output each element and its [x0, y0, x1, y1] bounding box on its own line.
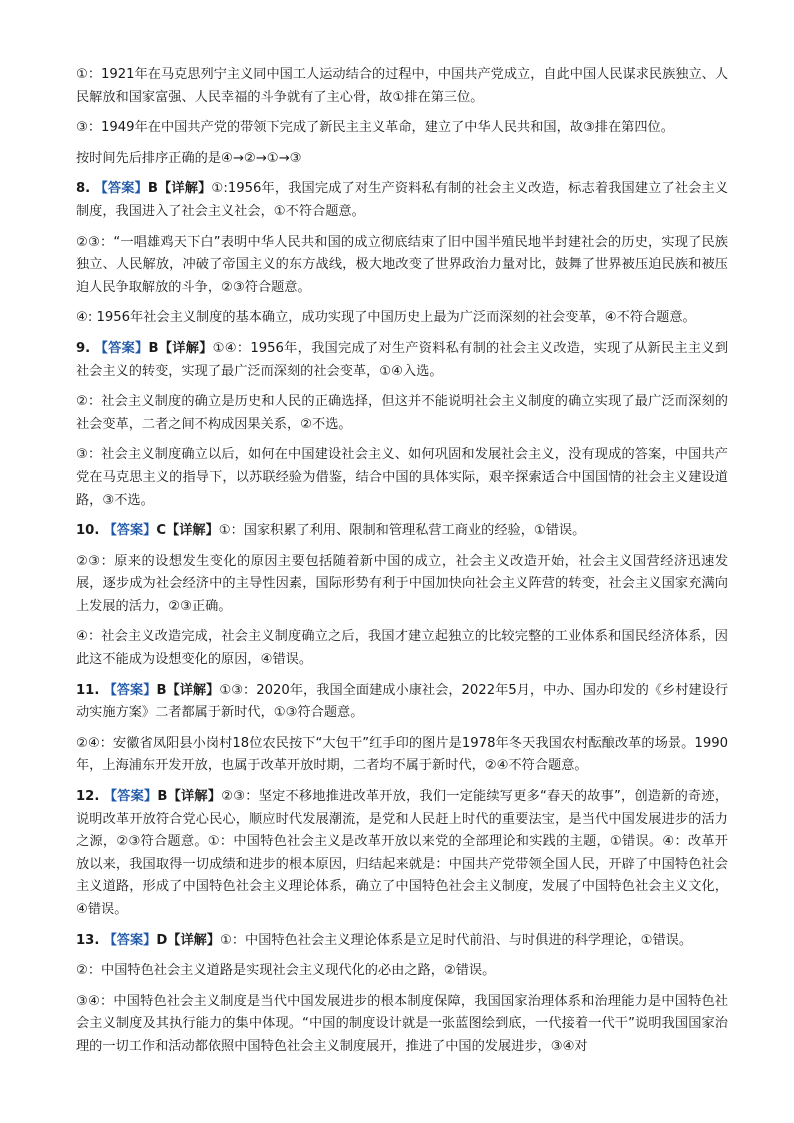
paragraph-text: ①：国家积累了利用、限制和管理私营工商业的经验，①错误。: [218, 523, 586, 539]
detail-tag: 【详解】: [166, 682, 220, 698]
paragraph-text: ①:1956年，我国完成了对生产资料私有制的社会主义改造，标志着我国建立了社会主义制度，我国进入了社会主义社会，①不符合题意。: [76, 181, 729, 219]
paragraph-10-3: [76, 626, 728, 671]
paragraph-text: ②④：安徽省凤阳县小岗村18位农民按下“大包干”红手印的图片是1978年冬天我国农村酝酿改革的场景。1990年，上海浦东开发开放，也属于改革开放时期，二者均不属于新时代，②④不符合题意。: [76, 735, 728, 774]
question-number: 12.: [76, 789, 100, 805]
answer-tag: 【答案】: [103, 789, 158, 805]
paragraph-text: ①：1921年在马克思列宁主义同中国工人运动结合的过程中，中国共产党成立，自此中国人民谋求民族独立、人民解放和国家富强、人民幸福的斗争就有了主心骨，故①排在第三位。: [76, 67, 729, 105]
question-12: [76, 786, 728, 922]
paragraph-13-2: [76, 960, 728, 983]
answer-letter: C: [156, 523, 167, 539]
question-13: [76, 930, 728, 953]
paragraph-text: ④：社会主义改造完成，社会主义制度确立之后，我国才建立起独立的比较完整的工业体系和国民经济体系，因此这不能成为设想变化的原因，④错误。: [76, 629, 728, 668]
question-number: 9.: [76, 340, 91, 356]
answer-letter: B: [147, 181, 158, 197]
answer-letter: D: [156, 932, 168, 948]
detail-tag: 【详解】: [167, 789, 222, 805]
answer-letter: B: [157, 789, 168, 805]
paragraph-text: ②：社会主义制度的确立是历史和人民的正确选择，但这并不能说明社会主义制度的确立实现了最广泛而深刻的社会变革，二者之间不构成因果关系，②不选。: [76, 394, 728, 432]
paragraph-1: [76, 64, 728, 109]
question-number: 11.: [76, 682, 100, 698]
question-8: [76, 178, 728, 223]
question-number: 10.: [76, 523, 100, 539]
answer-tag: 【答案】: [103, 932, 157, 948]
paragraph-text: 按时间先后排序正确的是④→②→①→③: [76, 150, 302, 166]
paragraph-text: ①：中国特色社会主义理论体系是立足时代前沿、与时俱进的科学理论，①错误。: [220, 932, 693, 948]
paragraph-11-2: [76, 733, 728, 778]
paragraph-text: ③：1949年在中国共产党的带领下完成了新民主主义革命，建立了中华人民共和国，故③排在第四位。: [76, 120, 674, 136]
detail-tag: 【详解】: [166, 523, 219, 539]
paragraph-10-2: [76, 551, 728, 619]
paragraph-text: ②③：“一唱雄鸡天下白”表明中华人民共和国的成立彻底结束了旧中国半殖民地半封建社会的历史，实现了民族独立、人民解放，冲破了帝国主义的东方战线，极大地改变了世界政治力量对比，鼓舞了世界被压迫民族和被压迫人民争取解放的斗争，②③符合题意。: [76, 234, 728, 295]
answer-tag: 【答案】: [94, 181, 148, 197]
paragraph-text: ①④：1956年，我国完成了对生产资料私有制的社会主义改造，实现了从新民主主义到社会主义的转变，实现了最广泛而深刻的社会变革，①④入选。: [76, 340, 729, 379]
detail-tag: 【详解】: [167, 932, 221, 948]
answer-letter: B: [156, 682, 167, 698]
paragraph-text: ②③：坚定不移地推进改革开放，我们一定能续写更多“春天的故事”，创造新的奇迹，说明改革开放符合党心民心，顺应时代发展潮流，是党和人民赶上时代的重要法宝，是当代中国发展进步的活力之源，②③符合题意。①：中国特色社会主义是改革开放以来党的全部理论和实践的主题，①错误。④：改革开放以来，我国取得一切成绩和进步的根本原因，归结起来就是：中国共产党带领全国人民，开辟了中国特色社会主义道路，形成了中国特色社会主义理论体系，确立了中国特色社会主义制度，发展了中国特色社会主义文化，④错误。: [76, 789, 729, 917]
question-10: [76, 520, 728, 543]
paragraph-text: ④: 1956年社会主义制度的基本确立，成功实现了中国历史上最为广泛而深刻的社会变革，④不符合题意。: [76, 310, 696, 326]
question-number: 13.: [76, 932, 100, 948]
detail-tag: 【详解】: [158, 340, 213, 356]
paragraph-8-3: [76, 307, 728, 330]
detail-tag: 【详解】: [157, 181, 212, 197]
paragraph-text: ②③：原来的设想发生变化的原因主要包括随着新中国的成立，社会主义改造开始，社会主义国营经济迅速发展，逐步成为社会经济中的主导性因素，国际形势有利于中国加快向社会主义阵营的转变，社会主义国家充满向上发展的活力，②③正确。: [76, 553, 728, 614]
paragraph-text: ①③：2020年，我国全面建成小康社会，2022年5月，中办、国办印发的《乡村建设行动实施方案》二者都属于新时代，①③符合题意。: [76, 682, 729, 721]
question-number: 8.: [76, 181, 91, 197]
paragraph-9-3: [76, 444, 728, 512]
paragraph-2: [76, 117, 728, 140]
paragraph-3: [76, 148, 728, 171]
question-9: [76, 338, 728, 383]
answer-tag: 【答案】: [103, 523, 157, 539]
paragraph-text: ③：社会主义制度确立以后，如何在中国建设社会主义、如何巩固和发展社会主义，没有现成的答案，中国共产党在马克思主义的指导下，以苏联经验为借鉴，结合中国的具体实际，艰辛探索适合中国国情的社会主义建设道路，③不选。: [76, 447, 728, 508]
paragraph-text: ③④：中国特色社会主义制度是当代中国发展进步的根本制度保障，我国国家治理体系和治理能力是中国特色社会主义制度及其执行能力的集中体现。“中国的制度设计就是一张蓝图绘到底，一代接着一代干”说明我国国家治理的一切工作和活动都依照中国特色社会主义制度展开，推进了中国的发展进步，③④对: [76, 993, 728, 1054]
paragraph-text: ②：中国特色社会主义道路是实现社会主义现代化的必由之路，②错误。: [76, 963, 496, 979]
answer-letter: B: [148, 340, 159, 356]
paragraph-8-2: [76, 232, 728, 300]
answer-tag: 【答案】: [94, 340, 149, 356]
question-11: [76, 680, 728, 725]
answer-tag: 【答案】: [103, 682, 157, 698]
paragraph-9-2: [76, 391, 728, 436]
paragraph-13-3: [76, 991, 728, 1059]
